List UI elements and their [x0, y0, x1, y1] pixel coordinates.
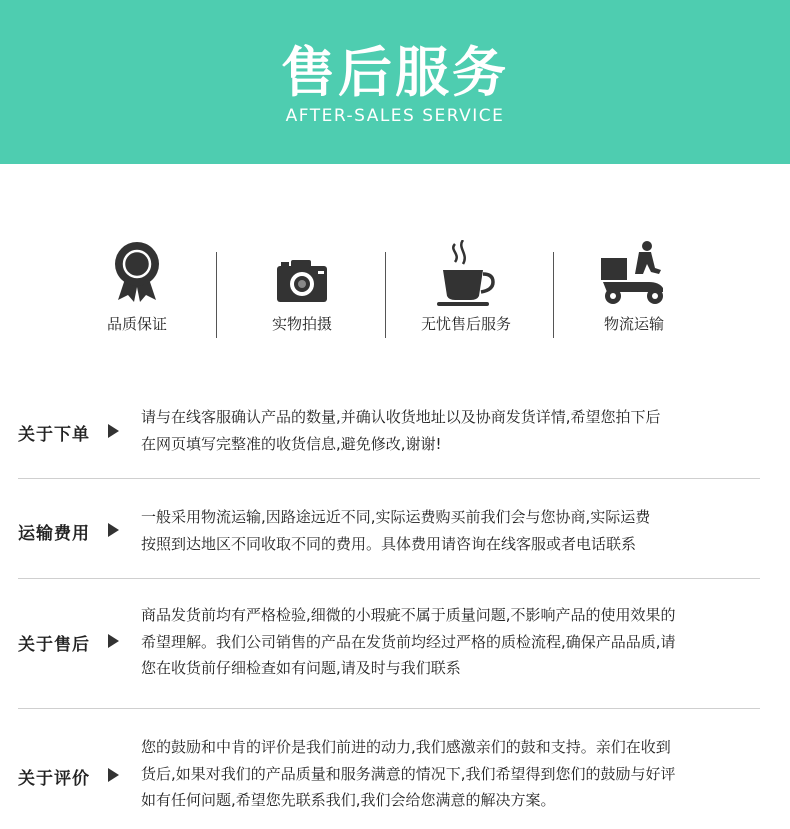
delivery-scooter-icon [599, 240, 669, 306]
section-order [0, 400, 790, 472]
arrow-right-icon [108, 523, 119, 537]
feature-label: 无忧售后服务 [420, 315, 511, 333]
section-title: 关于下单 [18, 425, 90, 445]
divider [18, 578, 760, 579]
section-text: 商品发货前均有严格检验,细微的小瑕疵不属于质量问题,不影响产品的使用效果的 希望理解。我们公司销售的产品在发货前均经过严格的质检流程,确保产品品质,请 您在收货前仔细检查如有问题,请及时与我们联系 [141, 606, 676, 677]
coffee-cup-icon [431, 240, 501, 310]
arrow-right-icon [108, 634, 119, 648]
section-title: 运输费用 [18, 524, 90, 544]
section-text: 您的鼓励和中肯的评价是我们前进的动力,我们感激亲们的鼓和支持。亲们在收到 货后,如果对我们的产品质量和服务满意的情况下,我们希望得到您们的鼓励与好评 如有任何问题,希望您先联系我们,我们会给您满意的解决方案。 [141, 738, 676, 809]
section-text: 请与在线客服确认产品的数量,并确认收货地址以及协商发货详情,希望您拍下后 在网页填写完整准的收货信息,避免修改,谢谢! [141, 408, 661, 453]
section-text: 一般采用物流运输,因路途远近不同,实际运费购买前我们会与您协商,实际运费 按照到达地区不同收取不同的费用。具体费用请咨询在线客服或者电话联系 [141, 508, 651, 553]
divider [18, 708, 760, 709]
camera-icon [275, 240, 329, 306]
section-title: 关于评价 [18, 769, 90, 789]
feature-label: 实物拍摄 [271, 315, 332, 333]
page-title: 售后服务 [281, 41, 509, 104]
feature-label: 物流运输 [603, 315, 664, 333]
feature-aftersales [381, 240, 551, 340]
arrow-right-icon [108, 768, 119, 782]
section-aftersales [0, 594, 790, 694]
feature-quality [52, 240, 222, 340]
arrow-right-icon [108, 424, 119, 438]
section-shipping [0, 494, 790, 566]
divider [18, 478, 760, 479]
section-title: 关于售后 [18, 635, 90, 655]
header-banner [0, 0, 790, 164]
feature-label: 品质保证 [106, 315, 167, 333]
feature-logistics [549, 240, 719, 340]
feature-photo [217, 240, 387, 340]
page-subtitle: AFTER-SALES SERVICE [285, 106, 505, 126]
section-review [0, 724, 790, 824]
award-badge-icon [112, 240, 162, 304]
service-features [0, 240, 790, 350]
